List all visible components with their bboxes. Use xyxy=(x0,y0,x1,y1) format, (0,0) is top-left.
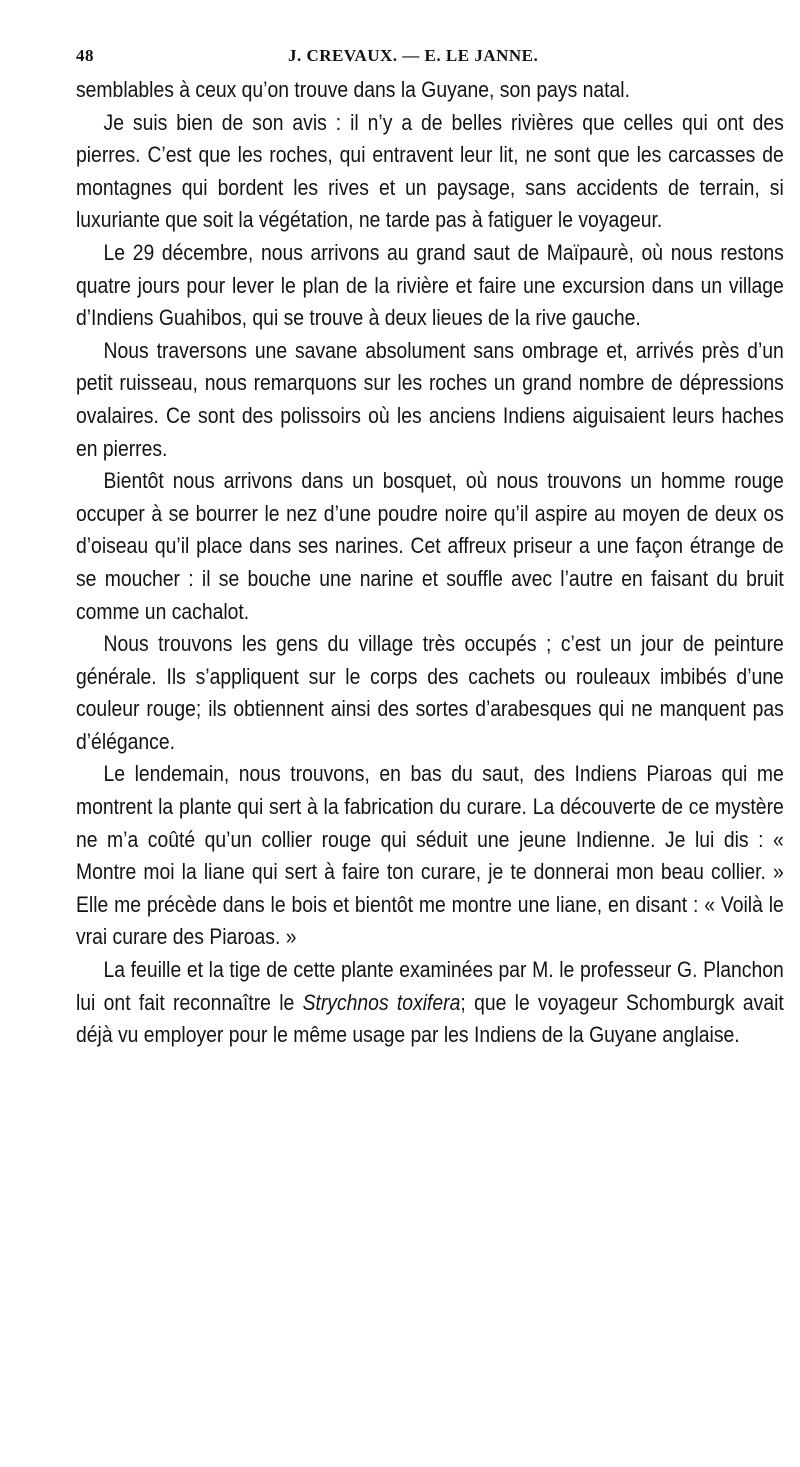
running-head xyxy=(76,44,784,74)
page-number: 48 xyxy=(76,46,94,65)
paragraph-continuation: semblables à ceux qu’on trouve dans la Guyane, son pays natal. xyxy=(76,77,630,102)
paragraph-strychnos xyxy=(76,954,784,1052)
paragraph-maipaure: Le 29 décembre, nous arrivons au grand saut de Maïpaurè, où nous restons quatre jours pour lever le plan de la rivière et faire une excursion dans un village d’Indiens Guahibos, qui se trouve à deux lieues de la rive gauche. xyxy=(76,239,784,331)
paragraph-peinture: Nous trouvons les gens du village très occupés ; c’est un jour de peinture générale. Ils s’appliquent sur le corps des cachets ou rouleaux imbibés d’une couleur rouge; ils obtiennent ainsi des sortes d’arabesques qui ne manquent pas d’élégance. xyxy=(76,631,784,754)
running-head-title: J. CREVAUX. — E. LE JANNE. xyxy=(288,46,539,65)
paragraph-savane: Nous traversons une savane absolument sans ombrage et, arrivés près d’un petit ruisseau, nous remarquons sur les roches un grand nombre de dépressions ovalaires. Ce sont des polissoirs où les anciens Indiens aiguisaient leurs haches en pierres. xyxy=(76,337,784,461)
body-text xyxy=(76,74,784,1052)
paragraph-rivers: Je suis bien de son avis : il n’y a de belles rivières que celles qui ont des pierres. C’est que les roches, qui entravent leur lit, ne sont que les carcasses de montagnes qui bordent les rives et un paysage, sans accidents de terrain, si luxuriante que soit la végétation, ne tarde pas à fatiguer le voyageur. xyxy=(76,109,784,233)
strychnos-text-before: La feuille et la tige de cette plante examinées par M. le professeur G. Planchon lui ont fait reconnaître le xyxy=(76,957,784,1015)
paragraph-curare: Le lendemain, nous trouvons, en bas du saut, des Indiens Piaroas qui me montrent la plante qui sert à la fabrication du curare. La découverte de ce mystère ne m’a coûté qu’un collier rouge qui séduit une jeune Indienne. Je lui dis : « Montre moi la liane qui sert à faire ton curare, je te donnerai mon beau collier. » Elle me précède dans le bois et bientôt me montre une liane, en disant : « Voilà le vrai curare des Piaroas. » xyxy=(76,761,784,950)
strychnos-text-after: ; que le voyageur Schomburgk avait déjà vu employer pour le même usage par les Indiens de la Guyane anglaise. xyxy=(76,989,784,1048)
book-page xyxy=(76,44,784,1052)
paragraph-bosquet: Bientôt nous arrivons dans un bosquet, où nous trouvons un homme rouge occuper à se bourrer le nez d’une poudre noire qu’il aspire au moyen de deux os d’oiseau qu’il place dans ses narines. Cet affreux priseur a une façon étrange de se moucher : il se bouche une narine et souffle avec l’autre en faisant du bruit comme un cachalot. xyxy=(76,468,784,624)
species-name: Strychnos toxifera xyxy=(302,989,461,1015)
